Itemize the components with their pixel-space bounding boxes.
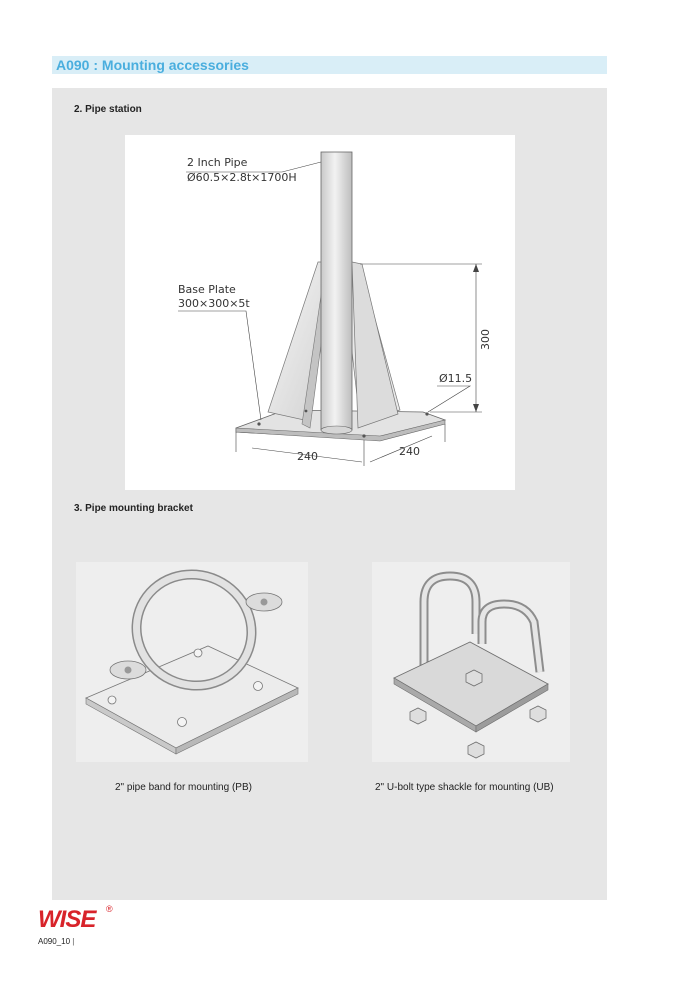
plate-spec-label: 300×300×5t <box>178 297 250 310</box>
pipe-band-illustration <box>76 562 308 762</box>
pipe-spec-label: Ø60.5×2.8t×1700H <box>187 171 297 184</box>
u-bolt-shackle-illustration <box>372 562 570 762</box>
pipe-station-heading: 2. Pipe station <box>74 104 142 115</box>
width-dimension-left-label: 240 <box>297 450 318 463</box>
page-number: A090_10 | <box>38 937 75 946</box>
bolt-hole <box>305 410 308 413</box>
pipe-mounting-bracket-heading: 3. Pipe mounting bracket <box>74 503 193 514</box>
plate-name-label: Base Plate <box>178 283 236 296</box>
page-number-text: A090_10 <box>38 937 71 946</box>
bolt-hole <box>362 434 365 437</box>
pipe <box>321 152 352 430</box>
hole-dimension-label: Ø11.5 <box>439 372 473 385</box>
page-title: A090 : Mounting accessories <box>56 57 249 73</box>
u-bolt-shackle-caption: 2" U-bolt type shackle for mounting (UB) <box>375 782 554 793</box>
width-dimension-right-label: 240 <box>399 445 420 458</box>
wise-logo: WISE <box>38 906 96 933</box>
pipe-band-caption: 2" pipe band for mounting (PB) <box>115 782 252 793</box>
height-dimension-label: 300 <box>479 329 492 350</box>
bolt-hole <box>257 422 260 425</box>
pipe-name-label: 2 Inch Pipe <box>187 156 248 169</box>
registered-mark: ® <box>106 904 113 914</box>
bolt-hole <box>425 412 428 415</box>
